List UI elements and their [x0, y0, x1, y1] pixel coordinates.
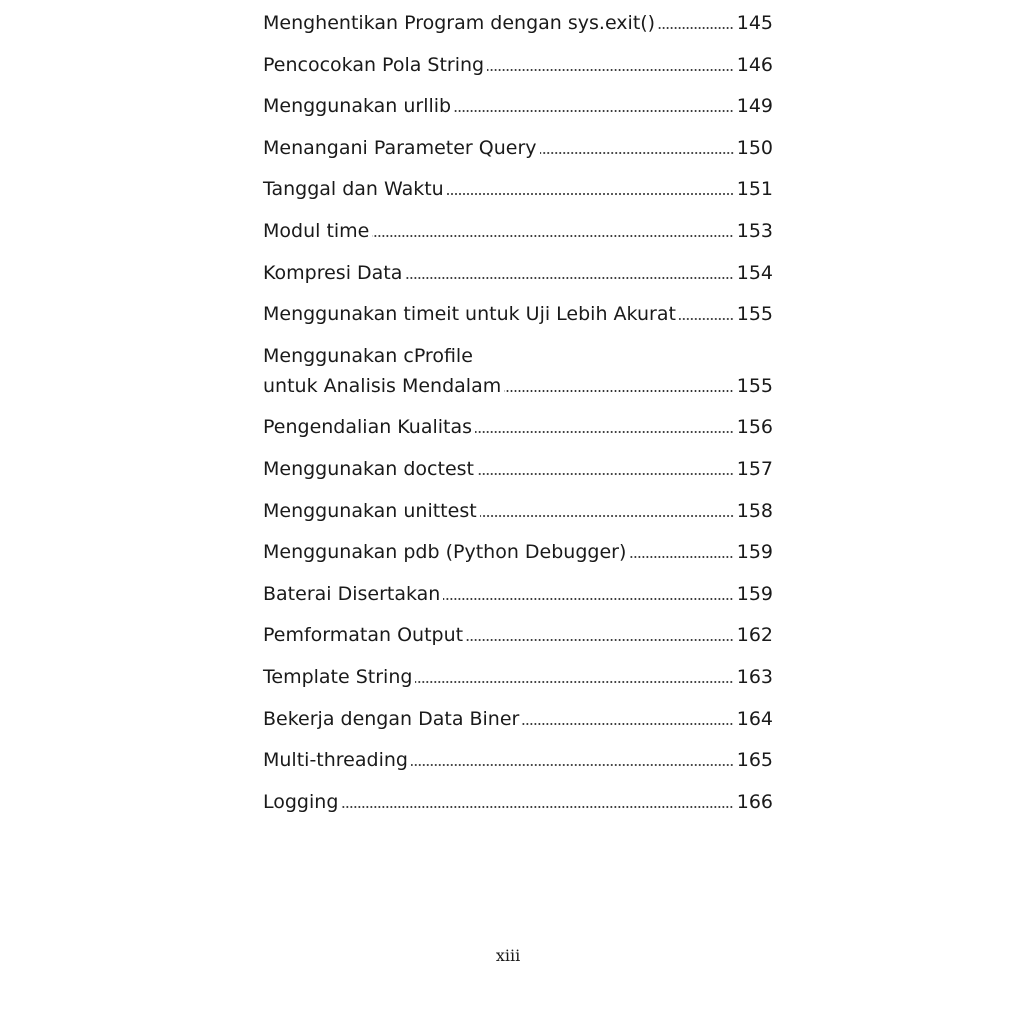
toc-entry[interactable]	[263, 496, 773, 526]
toc-entry-page: 154	[736, 261, 773, 284]
dot-leader	[405, 276, 733, 280]
toc-entry-page: 166	[736, 790, 773, 813]
toc-entry-title: Kompresi Data	[263, 261, 403, 284]
toc-entry-page: 164	[736, 707, 773, 730]
toc-entry[interactable]	[263, 704, 773, 734]
toc-entry-title: Tanggal dan Waktu	[263, 178, 444, 201]
toc-entry-title-line1: Menggunakan cProfile	[263, 344, 473, 367]
toc-entry[interactable]	[263, 258, 773, 288]
toc-entry-page: 151	[736, 178, 773, 201]
toc-entry-title: Pemformatan Output	[263, 624, 464, 647]
toc-entry[interactable]	[263, 91, 773, 121]
toc-entry-page: 155	[736, 374, 773, 397]
toc-entry-title: Menggunakan urllib	[263, 95, 452, 118]
toc-entry-title: Menggunakan pdb (Python Debugger)	[263, 541, 627, 564]
dot-leader	[372, 234, 733, 238]
dot-leader	[540, 151, 734, 155]
toc-entry-title-line2: untuk Analisis Mendalam	[263, 374, 502, 397]
toc-entry-title: Pencocokan Pola String	[263, 53, 485, 76]
dot-leader	[415, 680, 733, 684]
toc-entry-page: 146	[736, 53, 773, 76]
toc-entry[interactable]	[263, 620, 773, 650]
toc-entry-title: Menggunakan doctest	[263, 457, 474, 480]
toc-entry-title: Baterai Disertakan	[263, 582, 441, 605]
toc-entry[interactable]	[263, 8, 773, 38]
dot-leader	[480, 514, 734, 518]
toc-entry[interactable]	[263, 133, 773, 163]
toc-entry-page: 162	[736, 624, 773, 647]
page-number: xiii	[495, 946, 521, 965]
toc-entry-page: 155	[736, 303, 773, 326]
toc-entry[interactable]	[263, 454, 773, 484]
toc-entry[interactable]	[263, 174, 773, 204]
dot-leader	[658, 26, 734, 30]
table-of-contents	[263, 8, 773, 828]
toc-entry-title: Menggunakan unittest	[263, 499, 477, 522]
toc-entry-page: 153	[736, 219, 773, 242]
dot-leader	[454, 109, 734, 113]
dot-leader	[522, 722, 733, 726]
toc-entry[interactable]	[263, 537, 773, 567]
toc-entry-page: 158	[736, 499, 773, 522]
toc-entry-page: 150	[736, 136, 773, 159]
dot-leader	[443, 597, 733, 601]
toc-entry-page: 149	[736, 95, 773, 118]
toc-entry[interactable]	[263, 341, 773, 401]
dot-leader	[679, 317, 734, 321]
toc-entry[interactable]	[263, 50, 773, 80]
toc-entry-page: 159	[736, 582, 773, 605]
dot-leader	[466, 638, 734, 642]
dot-leader	[477, 472, 734, 476]
toc-entry-page: 165	[736, 749, 773, 772]
toc-entry-page: 157	[736, 457, 773, 480]
dot-leader	[504, 389, 734, 393]
toc-entry[interactable]	[263, 662, 773, 692]
toc-entry-title: Modul time	[263, 219, 370, 242]
toc-entry-page: 145	[736, 12, 773, 34]
dot-leader	[341, 805, 733, 809]
toc-entry[interactable]	[263, 216, 773, 246]
toc-entry-title: Multi-threading	[263, 749, 408, 772]
toc-entry-title: Logging	[263, 790, 339, 813]
toc-entry[interactable]	[263, 787, 773, 817]
dot-leader	[447, 192, 734, 196]
toc-entry-page: 163	[736, 665, 773, 688]
dot-leader	[411, 763, 734, 767]
toc-entry-page: 156	[736, 416, 773, 439]
toc-entry[interactable]	[263, 745, 773, 775]
toc-entry-title: Bekerja dengan Data Biner	[263, 707, 520, 730]
toc-entry-title: Menggunakan timeit untuk Uji Lebih Akurat	[263, 303, 676, 326]
toc-entry-title: Menghentikan Program dengan sys.exit()	[263, 12, 656, 34]
toc-entry[interactable]	[263, 299, 773, 329]
toc-entry-page: 159	[736, 541, 773, 564]
dot-leader	[475, 430, 734, 434]
toc-entry-title: Pengendalian Kualitas	[263, 416, 473, 439]
toc-entry[interactable]	[263, 579, 773, 609]
dot-leader	[629, 555, 733, 559]
toc-entry-title: Menangani Parameter Query	[263, 136, 537, 159]
toc-entry-title: Template String	[263, 665, 413, 688]
toc-entry[interactable]	[263, 412, 773, 442]
dot-leader	[487, 68, 734, 72]
